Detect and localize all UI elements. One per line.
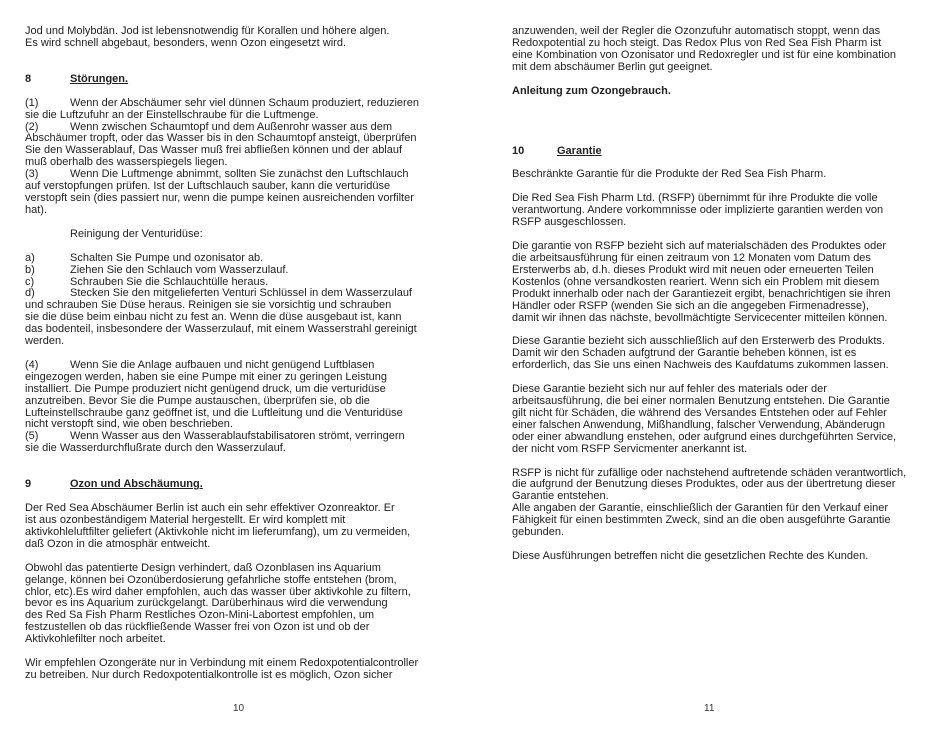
venturi-heading: Reinigung der Venturidüse: xyxy=(70,227,203,240)
list-item: d) Stecken Sie den mitgelieferten Venturi Schlüssel in dem Wasserzulauf und schrauben Sie Düse heraus. Reinigen sie sie vorsichtig und schrauben sie die düse beim einbau nicht zu fest an. Wenn die düse ausgebaut ist, kann das bodenteil, insbesondere der Wasserzulauf, mit einem Wasserstrahl gereinigt werden. xyxy=(25,287,417,348)
section-8-heading xyxy=(25,74,442,86)
list-item: (5) Wenn Wasser aus den Wasserablaufstabilisatoren strömt, verringern sie die Wasserdurchflußrate durch den Wasserzulauf. xyxy=(25,430,405,455)
section-8-title: Störungen. xyxy=(70,72,129,85)
right-column xyxy=(512,26,930,563)
paragraph: Diese Ausführungen betreffen nicht die gesetzlichen Rechte des Kunden. xyxy=(512,550,869,562)
section-10-title: Garantie xyxy=(557,144,602,157)
page-number: 10 xyxy=(233,703,245,714)
section-9-number: 9 xyxy=(25,478,32,491)
paragraph: anzuwenden, weil der Regler die Ozonzufuhr automatisch stoppt, wenn das Redoxpotential zu hoch steigt. Das Redox Plus von Red Sea Fish Pharm ist eine Kombination von Ozonisator und Redoxregler und ist für eine kombination mit dem abschäumer Berlin gut geeignet. xyxy=(512,25,897,73)
section-9-title: Ozon und Abschäumung. xyxy=(70,478,203,491)
section-9-heading xyxy=(25,479,442,491)
list-item: (3) Wenn Die Luftmenge abnimmt, sollten Sie zunächst den Luftschlauch auf verstopfungen prüfen. Ist der Luftschlauch sauber, kann die verturidüse verstopft sein (dies passiert nur, wenn die pumpe keinen ausreichenden vorfilter hat). xyxy=(25,168,414,216)
section-8-number: 8 xyxy=(25,72,32,85)
paragraph: Diese Garantie bezieht sich ausschließlich auf den Ersterwerb des Produkts. Damit wir den Schaden aufgtrund der Garantie beheben können, ist es erforderlich, das Sie uns einen Nachweis des Kaufdatums zukommen lassen. xyxy=(512,335,889,372)
paragraph: Die garantie von RSFP bezieht sich auf materialschäden des Produktes oder die arbeitsausführung für einen zeitraum von 12 Monaten vom Datum des Ersterwerbs ab, d.h. dieses Produkt wird mit neuen oder erneuerten Teilen Kostenlos (ohne versandkosten reariert. Wenn sich ein Problem mit diesem Produkt innerhalb oder nach der Garantiezeit ergibt, benachrichtigen sie ihren Händler oder RSFP (wenden Sie sich an die angegeben Firmenadresse), damit wir ihnen das nächste, bevollmächtigte Servicecenter mitteilen können. xyxy=(512,240,891,324)
paragraph: Wir empfehlen Ozongeräte nur in Verbindung mit einem Redoxpotentialcontroller zu betreiben. Nur durch Redoxpotentialkontrolle ist es möglich, Ozon sicher xyxy=(25,657,419,681)
list-item: c) Schrauben Sie die Schlauchtülle heraus. xyxy=(25,275,269,288)
paragraph: RSFP is nicht für zufällige oder nachstehend auftretende schäden verantwortlich, die aufgrund der Benutzung dieses Produktes, oder aus der übertretung dieser Garantie entstehen. Alle angaben der Garantie, einschließlich der Garantien für den Verkauf einer Fähigkeit für einen bestimmten Zweck, sind an die oben ausgeführte Garantie gebunden. xyxy=(512,466,907,539)
right-page xyxy=(475,0,950,729)
paragraph: Beschränkte Garantie für die Produkte der Red Sea Fish Pharm. xyxy=(512,168,827,181)
intro-paragraph: Jod und Molybdän. Jod ist lebensnotwendig für Korallen und höhere algen. Es wird schnell abgebaut, besonders, wenn Ozon eingesetzt wird. xyxy=(25,25,390,49)
section-10-number: 10 xyxy=(512,144,525,157)
section-10-heading xyxy=(512,146,930,158)
ozone-usage-heading: Anleitung zum Ozongebrauch. xyxy=(512,84,671,97)
list-item: (4) Wenn Sie die Anlage aufbauen und nicht genügend Luftblasen eingezogen werden, haben sie eine Pumpe mit einer zu geringen Leistung installiert. Die Pumpe produziert nicht genügend druck, um die verturidüse anzutreiben. Bevor Sie die Pumpe austauschen, überprüfen sie, ob die Lufteinstellschraube ganz geöffnet ist, und die Luftleitung und die Venturidüse nicht verstopft sind, wie oben beschrieben. xyxy=(25,358,403,431)
paragraph: Obwohl das patentierte Design verhindert, daß Ozonblasen ins Aquarium gelange, können bei Ozonüberdosierung gefahrliche stoffe entstehen (brom, chlor, etc).Es wird daher empfohlen, auch das wasser über aktivkohle zu filtern, bevor es ins Aquarium zurückgelangt. Darüberhinaus wird die verwendung des Red Sa Fish Pharm Restliches Ozon-Mini-Labortest empfohlen, um festzustellen ob das rückfließende Wasser frei von Ozon ist und ob der Aktivkohlefilter noch arbeitet. xyxy=(25,561,411,646)
paragraph: Diese Garantie bezieht sich nur auf fehler des materials oder der arbeitsausführung, die bei einer normalen Benutzung entstehen. Die Garantie gilt nicht für Schäden, die während des Versandes Entstehen oder auf Fehler einer falschen Anwendung, Mißhandlung, falscher Verwendung, Abänderugn oder einer abwandlung enstehen, oder aufgrund eines durchgeführten Service, der nicht vom RSFP Servicmenter anerkannt ist. xyxy=(512,383,897,455)
list-item: (1) Wenn der Abschäumer sehr viel dünnen Schaum produziert, reduzieren sie die Luftzufuhr an der Einstellschraube für die Luftmenge. xyxy=(25,96,419,121)
paragraph: Der Red Sea Abschäumer Berlin ist auch ein sehr effektiver Ozonreaktor. Er ist aus ozonbeständigem Material hergestellt. Er wird komplett mit aktivkohleluftfilter geliefert (Aktivkohle nicht im lieferumfang), um zu vermeiden, daß Ozon in die atmosphär entweicht. xyxy=(25,502,411,550)
list-item: b) Ziehen Sie den Schlauch vom Wasserzulauf. xyxy=(25,263,289,276)
paragraph: Die Red Sea Fish Pharm Ltd. (RSFP) übernimmt für ihre Produkte die volle verantwortung. Andere vorkommnisse oder implizierte garantien werden von RSFP ausgeschlossen. xyxy=(512,192,884,229)
left-column xyxy=(25,26,442,682)
list-item: a) Schalten Sie Pumpe und ozonisator ab. xyxy=(25,251,264,264)
page-number: 11 xyxy=(704,703,715,714)
list-item: (2) Wenn zwischen Schaumtopf und dem Außenrohr wasser aus dem Abschäumer tropft, oder das Wasser bis in den Schaumtopf ansteigt, überprüfen Sie den Wasserablauf, Das Wasser muß frei abfließen können und der ablauf muß oberhalb des wasserspiegels liegen. xyxy=(25,120,417,169)
